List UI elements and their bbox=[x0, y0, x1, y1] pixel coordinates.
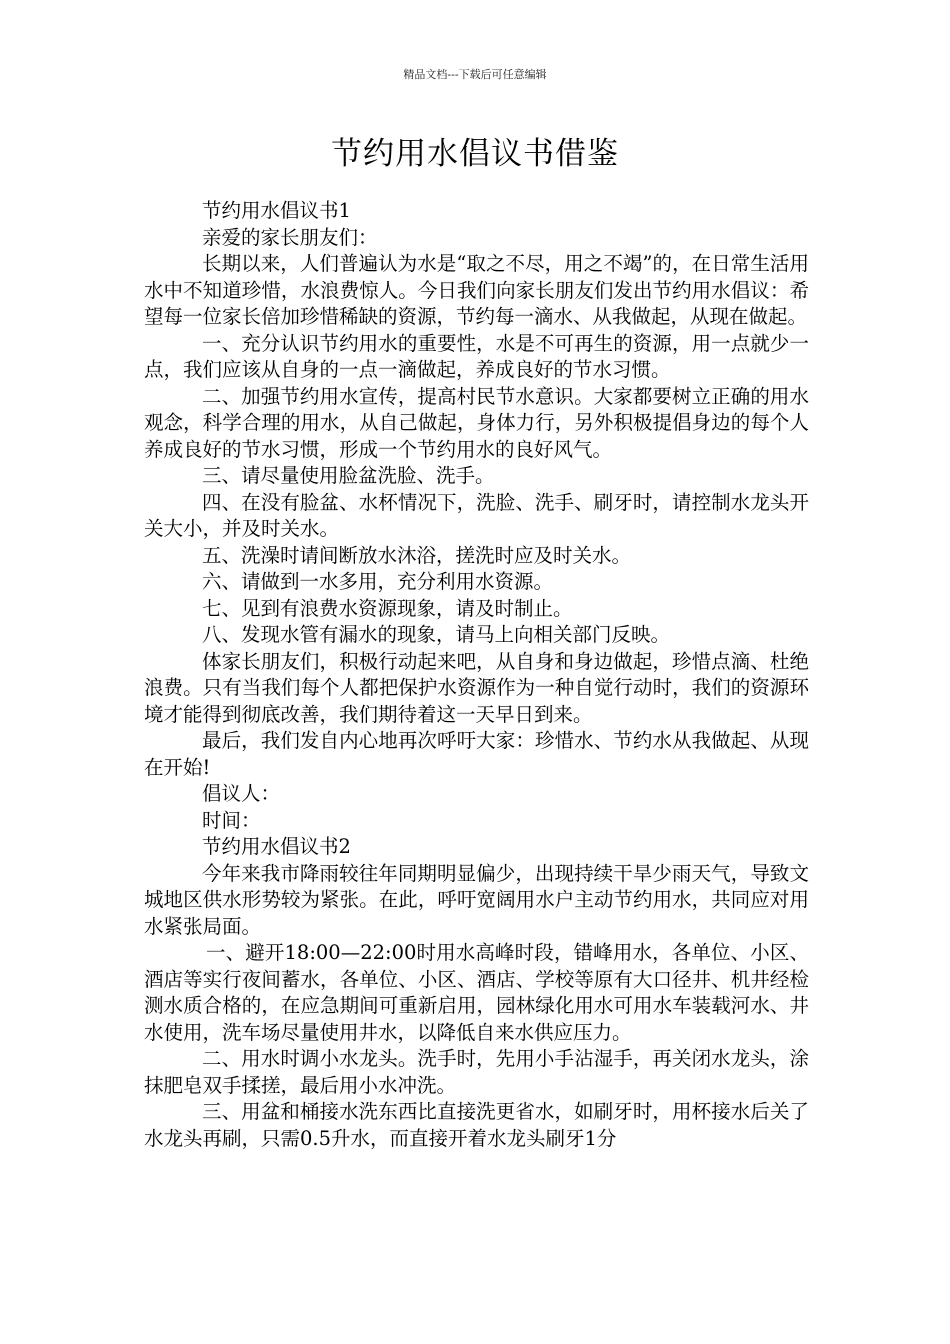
paragraph: 八、发现水管有漏水的现象，请马上向相关部门反映。 bbox=[202, 623, 671, 646]
paragraph: 三、请尽量使用脸盆洗脸、洗手。 bbox=[202, 464, 495, 487]
document-title: 节约用水倡议书借鉴 bbox=[331, 136, 619, 172]
paragraph: 最后，我们发自内心地再次呼吁大家：珍惜水、节约水从我做起、从现在开始! bbox=[144, 729, 809, 779]
paragraph: 六、请做到一水多用，充分利用水资源。 bbox=[202, 570, 554, 593]
signature-label: 倡议人： bbox=[202, 782, 281, 805]
document-body bbox=[144, 198, 809, 1152]
paragraph: 二、用水时调小水龙头。洗手时，先用小手沾湿手，再关闭水龙头，涂抹肥皂双手揉搓，最后用小水冲洗。 bbox=[144, 1047, 809, 1097]
paragraph: 今年来我市降雨较往年同期明显偏少，出现持续干旱少雨天气，导致文城地区供水形势较为紧张。在此，呼吁宽阔用水户主动节约用水，共同应对用水紧张局面。 bbox=[144, 861, 809, 938]
paragraph: 一、充分认识节约用水的重要性，水是不可再生的资源，用一点就少一点，我们应该从自身的一点一滴做起，养成良好的节水习惯。 bbox=[144, 331, 809, 381]
date-label: 时间： bbox=[202, 808, 261, 832]
paragraph: 长期以来，人们普遍认为水是“取之不尽，用之不竭”的，在日常生活用水中不知道珍惜，水浪费惊人。今日我们向家长朋友们发出节约用水倡议：希望每一位家长倍加珍惜稀缺的资源，节约每一滴水、从我做起，从现在做起。 bbox=[144, 252, 809, 328]
paragraph: 四、在没有脸盆、水杯情况下，洗脸、洗手、刷牙时，请控制水龙头开关大小，并及时关水。 bbox=[144, 490, 809, 540]
paragraph: 七、见到有浪费水资源现象，请及时制止。 bbox=[202, 596, 573, 620]
paragraph: 二、加强节约用水宣传，提高村民节水意识。大家都要树立正确的用水观念，科学合理的用水，从自己做起，身体力行，另外积极提倡身边的每个人养成良好的节水习惯，形成一个节约用水的良好风气。 bbox=[144, 384, 809, 461]
paragraph: 体家长朋友们，积极行动起来吧，从自身和身边做起，珍惜点滴、杜绝浪费。只有当我们每个人都把保护水资源作为一种自觉行动时，我们的资源环境才能得到彻底改善，我们期待着这一天早日到来。 bbox=[144, 649, 809, 726]
section-heading: 节约用水倡议书1 bbox=[202, 199, 351, 222]
paragraph: 一、避开18:00—22:00时用水高峰时段，错峰用水，各单位、小区、酒店等实行夜间蓄水，各单位、小区、酒店、学校等原有大口径井、机井经检测水质合格的，在应急期间可重新启用，园林绿化用水可用水车装载河水、井水使用，洗车场尽量使用井水，以降低自来水供应压力。 bbox=[144, 941, 809, 1044]
paragraph: 三、用盆和桶接水洗东西比直接洗更省水，如刷牙时，用杯接水后关了水龙头再刷，只需0.5升水，而直接开着水龙头刷牙1分 bbox=[144, 1100, 809, 1150]
section-heading: 节约用水倡议书2 bbox=[202, 835, 351, 858]
paragraph: 五、洗澡时请间断放水沐浴，搓洗时应及时关水。 bbox=[202, 543, 632, 567]
page-header: 精品文档---下载后可任意编辑 bbox=[403, 68, 547, 81]
salutation: 亲爱的家长朋友们： bbox=[202, 225, 378, 249]
